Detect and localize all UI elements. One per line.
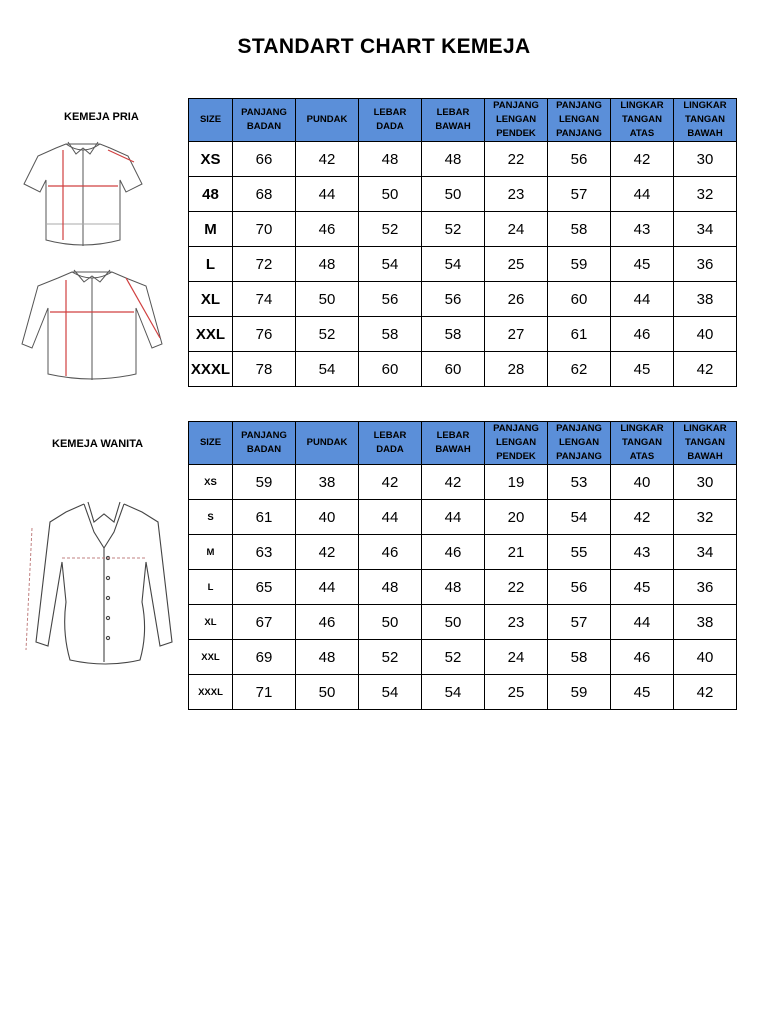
measurement-cell: 25 (485, 675, 548, 710)
measurement-cell: 60 (422, 352, 485, 387)
measurement-cell: 48 (422, 570, 485, 605)
size-cell: L (189, 247, 233, 282)
short-sleeve-shirt-icon (18, 136, 148, 254)
size-cell: XXXL (189, 352, 233, 387)
size-cell: XS (189, 465, 233, 500)
size-cell: XL (189, 282, 233, 317)
table-row (189, 465, 737, 500)
measurement-cell: 50 (422, 177, 485, 212)
measurement-cell: 44 (422, 500, 485, 535)
measurement-cell: 71 (233, 675, 296, 710)
table-row (189, 640, 737, 675)
measurement-cell: 46 (359, 535, 422, 570)
measurement-cell: 54 (296, 352, 359, 387)
table-row (189, 675, 737, 710)
table-row (189, 247, 737, 282)
measurement-cell: 40 (674, 317, 737, 352)
measurement-cell: 59 (233, 465, 296, 500)
measurement-cell: 28 (485, 352, 548, 387)
measurement-cell: 48 (296, 640, 359, 675)
table-row (189, 177, 737, 212)
measurement-cell: 45 (611, 675, 674, 710)
measurement-cell: 54 (359, 675, 422, 710)
measurement-cell: 46 (296, 605, 359, 640)
measurement-cell: 50 (296, 675, 359, 710)
header-lebar-dada: LEBAR DADA (359, 422, 422, 465)
measurement-cell: 52 (422, 640, 485, 675)
measurement-cell: 43 (611, 535, 674, 570)
header-panjang-lengan-pendek: PANJANG LENGAN PENDEK (485, 422, 548, 465)
measurement-cell: 46 (296, 212, 359, 247)
table-row (189, 535, 737, 570)
header-panjang-badan: PANJANG BADAN (233, 422, 296, 465)
measurement-cell: 52 (422, 212, 485, 247)
measurement-cell: 70 (233, 212, 296, 247)
size-cell: M (189, 535, 233, 570)
size-cell: XXL (189, 640, 233, 675)
measurement-cell: 42 (611, 142, 674, 177)
measurement-cell: 55 (548, 535, 611, 570)
size-cell: XL (189, 605, 233, 640)
measurement-cell: 53 (548, 465, 611, 500)
measurement-cell: 44 (359, 500, 422, 535)
header-lebar-bawah: LEBAR BAWAH (422, 422, 485, 465)
measurement-cell: 65 (233, 570, 296, 605)
header-size: SIZE (189, 422, 233, 465)
measurement-cell: 58 (548, 640, 611, 675)
measurement-cell: 59 (548, 675, 611, 710)
table-row (189, 605, 737, 640)
measurement-cell: 45 (611, 352, 674, 387)
measurement-cell: 34 (674, 212, 737, 247)
header-pundak: PUNDAK (296, 99, 359, 142)
measurement-cell: 78 (233, 352, 296, 387)
measurement-cell: 45 (611, 570, 674, 605)
measurement-cell: 40 (611, 465, 674, 500)
measurement-cell: 68 (233, 177, 296, 212)
measurement-cell: 44 (611, 177, 674, 212)
measurement-cell: 44 (611, 282, 674, 317)
measurement-cell: 56 (548, 142, 611, 177)
women-blouse-icon (22, 492, 182, 668)
size-table-pria (188, 98, 737, 387)
measurement-cell: 42 (296, 535, 359, 570)
measurement-cell: 67 (233, 605, 296, 640)
header-pundak: PUNDAK (296, 422, 359, 465)
measurement-cell: 63 (233, 535, 296, 570)
measurement-cell: 22 (485, 570, 548, 605)
page-title: STANDART CHART KEMEJA (237, 35, 531, 58)
measurement-cell: 54 (422, 675, 485, 710)
measurement-cell: 48 (296, 247, 359, 282)
measurement-cell: 24 (485, 212, 548, 247)
size-cell: M (189, 212, 233, 247)
header-lebar-bawah: LEBAR BAWAH (422, 99, 485, 142)
measurement-cell: 38 (674, 605, 737, 640)
measurement-cell: 42 (674, 675, 737, 710)
size-cell: XXL (189, 317, 233, 352)
measurement-cell: 60 (359, 352, 422, 387)
header-size: SIZE (189, 99, 233, 142)
size-cell: S (189, 500, 233, 535)
measurement-cell: 56 (422, 282, 485, 317)
measurement-cell: 42 (296, 142, 359, 177)
header-panjang-badan: PANJANG BADAN (233, 99, 296, 142)
measurement-cell: 21 (485, 535, 548, 570)
measurement-cell: 26 (485, 282, 548, 317)
measurement-cell: 54 (548, 500, 611, 535)
measurement-cell: 40 (674, 640, 737, 675)
measurement-cell: 56 (359, 282, 422, 317)
measurement-cell: 20 (485, 500, 548, 535)
measurement-cell: 69 (233, 640, 296, 675)
measurement-cell: 25 (485, 247, 548, 282)
measurement-cell: 46 (422, 535, 485, 570)
header-lingkar-tangan-bawah: LINGKAR TANGAN BAWAH (674, 422, 737, 465)
header-panjang-lengan-panjang: PANJANG LENGAN PANJANG (548, 99, 611, 142)
size-table-wanita (188, 421, 737, 710)
measurement-cell: 42 (611, 500, 674, 535)
table-header-row (189, 99, 737, 142)
header-lebar-dada: LEBAR DADA (359, 99, 422, 142)
measurement-cell: 58 (359, 317, 422, 352)
measurement-cell: 52 (296, 317, 359, 352)
section-label-pria: KEMEJA PRIA (64, 111, 139, 123)
measurement-cell: 44 (296, 177, 359, 212)
measurement-cell: 72 (233, 247, 296, 282)
long-sleeve-shirt-icon (14, 264, 170, 386)
measurement-cell: 42 (359, 465, 422, 500)
table-row (189, 282, 737, 317)
measurement-cell: 36 (674, 247, 737, 282)
measurement-cell: 42 (674, 352, 737, 387)
table-row (189, 500, 737, 535)
table-row (189, 570, 737, 605)
measurement-cell: 46 (611, 317, 674, 352)
measurement-cell: 45 (611, 247, 674, 282)
section-label-wanita: KEMEJA WANITA (52, 438, 144, 450)
measurement-cell: 38 (296, 465, 359, 500)
measurement-cell: 19 (485, 465, 548, 500)
measurement-cell: 23 (485, 605, 548, 640)
table-row (189, 142, 737, 177)
measurement-cell: 58 (548, 212, 611, 247)
measurement-cell: 60 (548, 282, 611, 317)
size-cell: XS (189, 142, 233, 177)
measurement-cell: 74 (233, 282, 296, 317)
measurement-cell: 57 (548, 605, 611, 640)
measurement-cell: 40 (296, 500, 359, 535)
measurement-cell: 52 (359, 212, 422, 247)
measurement-cell: 50 (359, 177, 422, 212)
measurement-cell: 34 (674, 535, 737, 570)
table-row (189, 212, 737, 247)
measurement-cell: 54 (422, 247, 485, 282)
measurement-cell: 61 (233, 500, 296, 535)
measurement-cell: 48 (359, 142, 422, 177)
measurement-cell: 22 (485, 142, 548, 177)
measurement-cell: 36 (674, 570, 737, 605)
measurement-cell: 48 (359, 570, 422, 605)
measurement-cell: 30 (674, 465, 737, 500)
measurement-cell: 50 (359, 605, 422, 640)
measurement-cell: 24 (485, 640, 548, 675)
measurement-cell: 54 (359, 247, 422, 282)
table-row (189, 352, 737, 387)
measurement-cell: 57 (548, 177, 611, 212)
table-header-row (189, 422, 737, 465)
size-cell: XXXL (189, 675, 233, 710)
measurement-cell: 52 (359, 640, 422, 675)
measurement-cell: 66 (233, 142, 296, 177)
header-lingkar-tangan-atas: LINGKAR TANGAN ATAS (611, 99, 674, 142)
measurement-cell: 44 (296, 570, 359, 605)
measurement-cell: 62 (548, 352, 611, 387)
header-panjang-lengan-pendek: PANJANG LENGAN PENDEK (485, 99, 548, 142)
header-lingkar-tangan-atas: LINGKAR TANGAN ATAS (611, 422, 674, 465)
measurement-cell: 58 (422, 317, 485, 352)
measurement-cell: 38 (674, 282, 737, 317)
measurement-cell: 48 (422, 142, 485, 177)
measurement-cell: 43 (611, 212, 674, 247)
size-cell: 48 (189, 177, 233, 212)
measurement-cell: 42 (422, 465, 485, 500)
measurement-cell: 61 (548, 317, 611, 352)
measurement-cell: 46 (611, 640, 674, 675)
measurement-cell: 50 (296, 282, 359, 317)
header-panjang-lengan-panjang: PANJANG LENGAN PANJANG (548, 422, 611, 465)
measurement-cell: 44 (611, 605, 674, 640)
measurement-cell: 32 (674, 177, 737, 212)
measurement-cell: 30 (674, 142, 737, 177)
header-lingkar-tangan-bawah: LINGKAR TANGAN BAWAH (674, 99, 737, 142)
measurement-cell: 56 (548, 570, 611, 605)
table-row (189, 317, 737, 352)
measurement-cell: 59 (548, 247, 611, 282)
measurement-cell: 27 (485, 317, 548, 352)
measurement-cell: 32 (674, 500, 737, 535)
measurement-cell: 76 (233, 317, 296, 352)
size-cell: L (189, 570, 233, 605)
measurement-cell: 50 (422, 605, 485, 640)
measurement-cell: 23 (485, 177, 548, 212)
